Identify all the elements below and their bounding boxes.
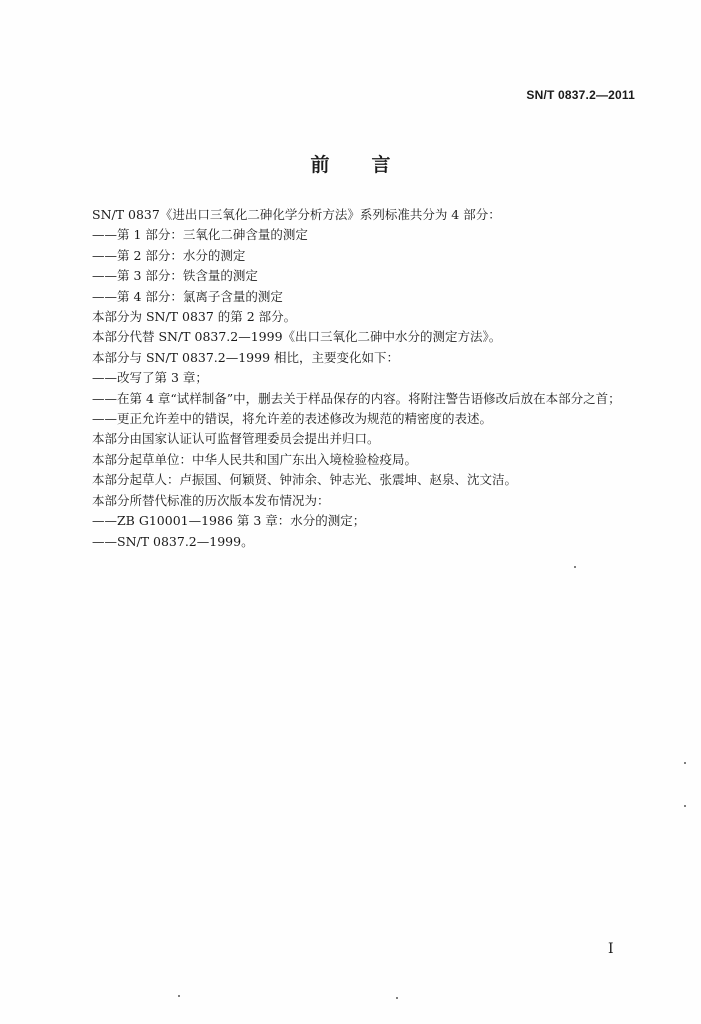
foreword-body	[92, 205, 652, 552]
body-line-part-3: ——第 3 部分：铁含量的测定	[92, 268, 258, 284]
body-line-change-2: ——在第 4 章“试样制备”中，删去关于样品保存的内容。将附注警告语修改后放在本部分之首；	[92, 390, 621, 406]
body-line-history-2: ——SN/T 0837.2—1999。	[92, 533, 254, 549]
scan-speck	[574, 566, 576, 568]
body-line-proposed-by: 本部分由国家认证认可监督管理委员会提出并归口。	[92, 431, 380, 447]
scan-speck	[684, 762, 686, 764]
body-line-part-4: ——第 4 部分：氯离子含量的测定	[92, 288, 283, 304]
page-title: 前言	[310, 154, 433, 176]
scan-speck	[178, 995, 180, 997]
body-line-changes-intro: 本部分与 SN/T 0837.2—1999 相比，主要变化如下：	[92, 349, 400, 365]
body-line-change-1: ——改写了第 3 章；	[92, 370, 208, 386]
scan-speck	[396, 997, 398, 999]
body-line-history-intro: 本部分所替代标准的历次版本发布情况为：	[92, 492, 330, 508]
body-line-this-part: 本部分为 SN/T 0837 的第 2 部分。	[92, 309, 297, 325]
body-line-part-1: ——第 1 部分：三氧化二砷含量的测定	[92, 227, 308, 243]
page-number: I	[608, 941, 614, 957]
body-line-drafting-unit: 本部分起草单位：中华人民共和国广东出入境检验检疫局。	[92, 451, 418, 467]
body-line-part-2: ——第 2 部分：水分的测定	[92, 247, 246, 263]
standard-number: SN/T 0837.2—2011	[526, 88, 635, 102]
body-line-replaces: 本部分代替 SN/T 0837.2—1999《出口三氧化二砷中水分的测定方法》。	[92, 329, 502, 345]
body-line-drafters: 本部分起草人：卢振国、何颖贤、钟沛余、钟志光、张震坤、赵泉、沈文洁。	[92, 472, 518, 488]
body-line-change-3: ——更正允许差中的错误，将允许差的表述修改为规范的精密度的表述。	[92, 411, 493, 427]
body-line-history-1: ——ZB G10001—1986 第 3 章：水分的测定；	[92, 513, 366, 529]
scan-speck	[684, 805, 686, 807]
body-line-series-intro: SN/T 0837《进出口三氧化二砷化学分析方法》系列标准共分为 4 部分：	[92, 207, 501, 222]
